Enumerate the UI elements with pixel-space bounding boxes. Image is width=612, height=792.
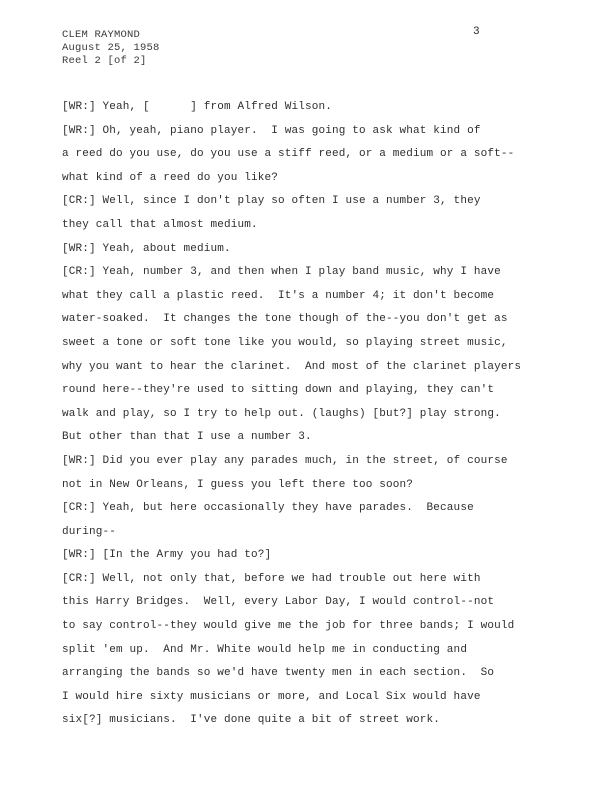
transcript-line: what they call a plastic reed. It's a number 4; it don't become <box>62 289 495 302</box>
transcript-line: [WR:] Yeah, about medium. <box>62 242 231 255</box>
transcript-line: arranging the bands so we'd have twenty men in each section. So <box>62 667 495 680</box>
transcript-paragraph <box>62 568 552 733</box>
transcript-line: they call that almost medium. <box>62 218 258 231</box>
transcript-paragraph <box>62 261 552 450</box>
transcript-line: to say control--they would give me the job for three bands; I would <box>62 620 515 633</box>
transcript-line: round here--they're used to sitting down and playing, they can't <box>62 384 495 397</box>
transcript-line: a reed do you use, do you use a stiff reed, or a medium or a soft-- <box>62 148 515 161</box>
transcript-line: sweet a tone or soft tone like you would, so playing street music, <box>62 336 508 349</box>
transcript-line: what kind of a reed do you like? <box>62 171 279 184</box>
interviewee-name: CLEM RAYMOND <box>62 29 141 41</box>
transcript-line: not in New Orleans, I guess you left there too soon? <box>62 478 414 491</box>
transcript-line: [WR:] Oh, yeah, piano player. I was going to ask what kind of <box>62 124 481 137</box>
page-number: 3 <box>473 26 480 38</box>
transcript-line: walk and play, so I try to help out. (laughs) [but?] play strong. <box>62 407 501 420</box>
transcript-line: six[?] musicians. I've done quite a bit of street work. <box>62 714 441 727</box>
reel-label: Reel 2 [of 2] <box>62 55 147 67</box>
transcript-line: [CR:] Yeah, number 3, and then when I play band music, why I have <box>62 266 501 279</box>
transcript-line: this Harry Bridges. Well, every Labor Day, I would control--not <box>62 596 495 609</box>
transcript-paragraph <box>62 96 552 120</box>
transcript-paragraph <box>62 238 552 262</box>
transcript-line: But other than that I use a number 3. <box>62 431 312 444</box>
transcript-paragraph <box>62 120 552 191</box>
transcript-paragraph <box>62 450 552 497</box>
transcript-line: [WR:] [In the Army you had to?] <box>62 549 272 562</box>
transcript-line: water-soaked. It changes the tone though of the--you don't get as <box>62 313 508 326</box>
transcript-line: split 'em up. And Mr. White would help me in conducting and <box>62 643 468 656</box>
transcript-line: [WR:] Yeah, [ ] from Alfred Wilson. <box>62 101 333 113</box>
document-header <box>62 29 160 68</box>
interview-date: August 25, 1958 <box>62 42 160 54</box>
transcript-body <box>62 96 552 733</box>
transcript-line: [CR:] Yeah, but here occasionally they have parades. Because <box>62 502 474 515</box>
transcript-line: [WR:] Did you ever play any parades much, in the street, of course <box>62 454 508 467</box>
transcript-line: why you want to hear the clarinet. And most of the clarinet players <box>62 360 522 373</box>
transcript-line: I would hire sixty musicians or more, and Local Six would have <box>62 690 481 703</box>
transcript-paragraph <box>62 497 552 544</box>
transcript-line: [CR:] Well, not only that, before we had trouble out here with <box>62 572 481 585</box>
transcript-line: [CR:] Well, since I don't play so often I use a number 3, they <box>62 195 481 208</box>
transcript-line: during-- <box>62 525 117 538</box>
transcript-paragraph <box>62 544 552 568</box>
transcript-paragraph <box>62 190 552 237</box>
